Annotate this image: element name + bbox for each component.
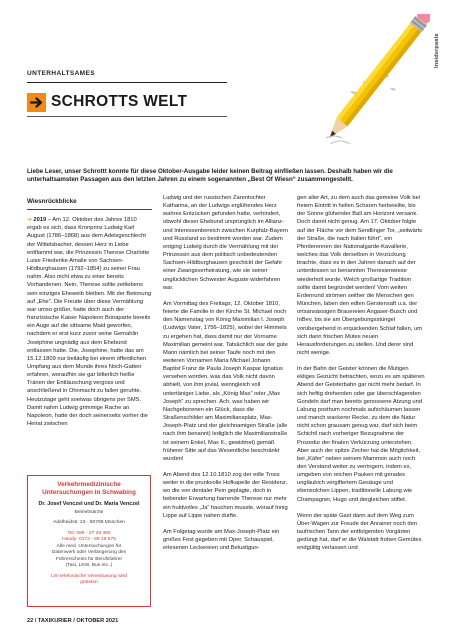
ad-names: Dr. Josef Venczel und Dr. Maria Venczel [38,501,140,507]
paragraph [27,216,152,428]
paragraph: Am Abend des 12.10.1810 zog der edle Tross weiter in die prunkvolle Hofkapelle der Residenz, wo die von dentaler Pein geplagte, doch in bebender Erwartung harrende Therese nur mehr ein huldvolles „Ja“ hauchen musste, worauf Innig Lippe auf Lippe nahen durfte. [163,472,288,519]
top-rule [27,82,227,83]
ad-line: (Taxi, LKW, Bus etc..) [65,563,113,568]
arrow-right-icon: ➔ [27,217,34,224]
intro-text: Liebe Leser, unser Schrottt konnte für diese Oktober-Ausgabe leider keinen Beitrag einfließen lassen. Deshalb haben wir die unterhaltsamsten Passagen aus den letzten Jahren zu einem sogenannten „Best Of Wiesn“ zusammengestellt. [27,168,393,184]
paragraph: Am Vormittag des Freitags, 12. Oktober 1810, feierte die Familie in der Kirche St. Michael noch den Namenstag von König Maximilian I. Joseph (Ludwigs Vater, 1756–1825), wobei der Himmels zu ergehen hat, dass damit nur der Vorname Maximilian gemeint war. Tatsächlich war der gute Mann nämlich bei seiner Taufe noch mit den weiteren Vornamen Maria Michael Johann Baptist Franz de Paula Joseph Kaspar Ignatius versehen worden, was das Volk nicht davon abhielt, von ihm jovial, wenngleich voll untertäniger Liebe, als „König Max“ oder „Max Joseph“ zu sprechen. Ach, was haben wir Nachgeborenen ein Glück, dass die Straßenschilder am Maximiliansplatz, Max-Joseph-Platz und der gleichnamigen Straße (alle nach ihm benannt) lediglich die Maximilianstraße ist seinem Enkel, Max II., gewidmet) gemäß früherer Sitte auf das Wesentliche beschränkt wurden! [163,300,288,462]
column-1 [27,198,152,436]
paragraph: Wenn der späte Gast dann auf dem Weg zum Über-Wagen zur Freude der Anrainer noch den taufrischen Tann der entfolgenden Vorgärten gedüngt hat, darf er die Walstatt frohen Gemütes endgültig verlassen und [297,512,422,552]
pencil-eraser-illustration [230,14,430,164]
section-tab: Insiderpaste [434,33,440,68]
ad-line: Datenwerk oder Verlängerung des [51,550,127,555]
year-lead: 2019 [33,217,47,224]
ad-subtitle: Betriebsärzte [74,509,104,515]
paragraph: Ludwig und der russischen Zarentochter Katharina, an der Ludwigs erglühendes Herz wahres Entzücken gefunden hatte, verhindert, obwohl dieser Ehebund ursprünglich im Allianz- und Interessenbereich zwischen Kurpfalz-Bayern und Russland so bestimmt worden war. Zudem entging Ludwig durch die Vermählung mit der Prinzessin aus dem politisch unbedeutenden Sachsen-Hildburghausen geschickt der Gefahr einer Zwangsverheiratung, wie sie seiner unglücklichen Schwester Auguste widerfahren war. [163,195,288,291]
arrow-right-icon [27,93,46,112]
column-3 [297,194,425,561]
column-2 [163,194,288,560]
headline-rule [27,116,227,117]
ad-note: gebeten [80,580,98,585]
paragraph-text: – Am 12. Oktober des Jahres 1810 ergab es sich, dass Kronprinz Ludwig Karl August (1786–1868) aus dem Adelsgeschlecht der Wittelsbacher, dessen Herz in Liebe entflammt war, die Prinzessin Therese Charlotte Luise Friederike Amalie von Sachsen-Hildburghausen (1792–1854) zu seiner Frau nahm. Also nicht etwa zu einer bereits Vorhandenen. Nein, Therese sollte zeitlebens sein einziges Eheweib bleiben. Mit der Betonung auf „Ehe“. Die Freude über diese Vermählung war umso größer, hatte doch auch der französische Kaiser Napoleon Bonaparte bereits ein Auge auf die sittsame Maid geworfen, nachdem er erst kurz zuvor seine Gemahlin Joséphine ungnädig aus dem Ehebund entlassen hatte. Die, Josephine, hatte das am 15.12.1809 nur beiläufig bei einem öffentlichen Umpfang aus dem Munde ihres Noch-Gatten erfahren, woraufhin sie gar bitterlich heiße Tränen der Enttäuschung vergoss und anschließend in Ohnmacht zu fallen geruhte. Heutzutage geht soetwas übrigens per SMS. Damit nahm Ludwig grimmige Rache an Napoleon, hatte der doch seinerseits vorher die Heirat zwischen [27,217,152,428]
ad-address: Adelheidstr. 23 · 80798 München [53,520,125,525]
section-label: UNTERHALTSAMES [27,70,95,77]
paragraph: gen aller Art, zu dem auch das gemeine Volk bei freiem Eintritt in hellen Scharen herbeieilte, bis der Sonne glühender Ball am Horizont versank. Doch damit nicht genug. Am 17. Oktober folgte auf der Fläche vor dem Sendlinger Tor, „seitwärts der Straße, die nach Italien führt“, ein Pferderennen der Nationalgarde-Kavallerie, welches das Volk derselben in Verzückung brachte, dass es in den Jahren danach auf der unterdessen so benannten Theresienwiese wiederholt wurde. Welch großartige Tradition sollte damit begründet werden! Vom weiten Erdenrund strömen seither die Menschen gen München, laben den edlen Gerstensaft u.a. der ortsansässigen Brauereien Angaser-Busch und InBev, bis sie am Übergebungsstüngel vorübergehend in erquickenden Schlaf fallen, um sich dann frischen Mutes neuen Herausforderungen zu stellen. Und derer sind nicht wenige. [297,195,423,356]
advertisement-box [27,475,151,607]
ad-title: Verkehrmedizinische Untersuchungen in Schwabing [42,481,136,496]
ad-line: Führerscheins für Berufsfahrer [55,556,123,562]
ad-line: Alle med. Untersuchungen für [56,543,122,549]
paragraph: Am Folgetag wurde am Max-Joseph-Platz ein großes Fest gegeben mit Oper, Schauspiel, erlesenen Leckereien und Belustigun- [163,528,280,552]
ad-mobile: Handy: 0172 - 89 18 575 [62,537,116,542]
page-footer: 22 / TAXIKURIER / OKTOBER 2021 [27,618,119,624]
headline [27,92,187,112]
paragraph: In der Bahn der Geister können die Mutigen ekliges Gezücht betrachten, wozu es am späteren Abend der Geisterbahn gar nicht mehr bedarf. In sich heftig drehenden oder gar überschlagenden Gondeln darf man bereits genossene Atzung und Labung posthum nochmals aufschäumen lassen und manch wackerer Recke, zu dem die Natur nicht schon grausam genug war, darf sich beim Schichtl nach vorheriger Bezugnahme der Prozedur der finalen Verkürzung unterziehen. Aber auch der spitze Zecher hat die Möglichkeit, bei „Käfer“ neben seinem Mammon auch noch den Verstand weiter zu verringern, indem es, umgeben von reichen Pauken mit gerades ungläubich vergiftertem Gesäuge und ebensolchen Lippen, traditionelle Labung wie Champagner, Hugo und dergleichen stiftet. [297,366,425,503]
ad-phone: Tel: 089 - 27 29 460 [67,530,111,536]
ad-note: Um telefonische Vereinbarung wird [51,573,127,579]
page-title: SCHROTTS WELT [51,93,188,110]
column-heading: Wiesnrückblicke [27,198,152,210]
